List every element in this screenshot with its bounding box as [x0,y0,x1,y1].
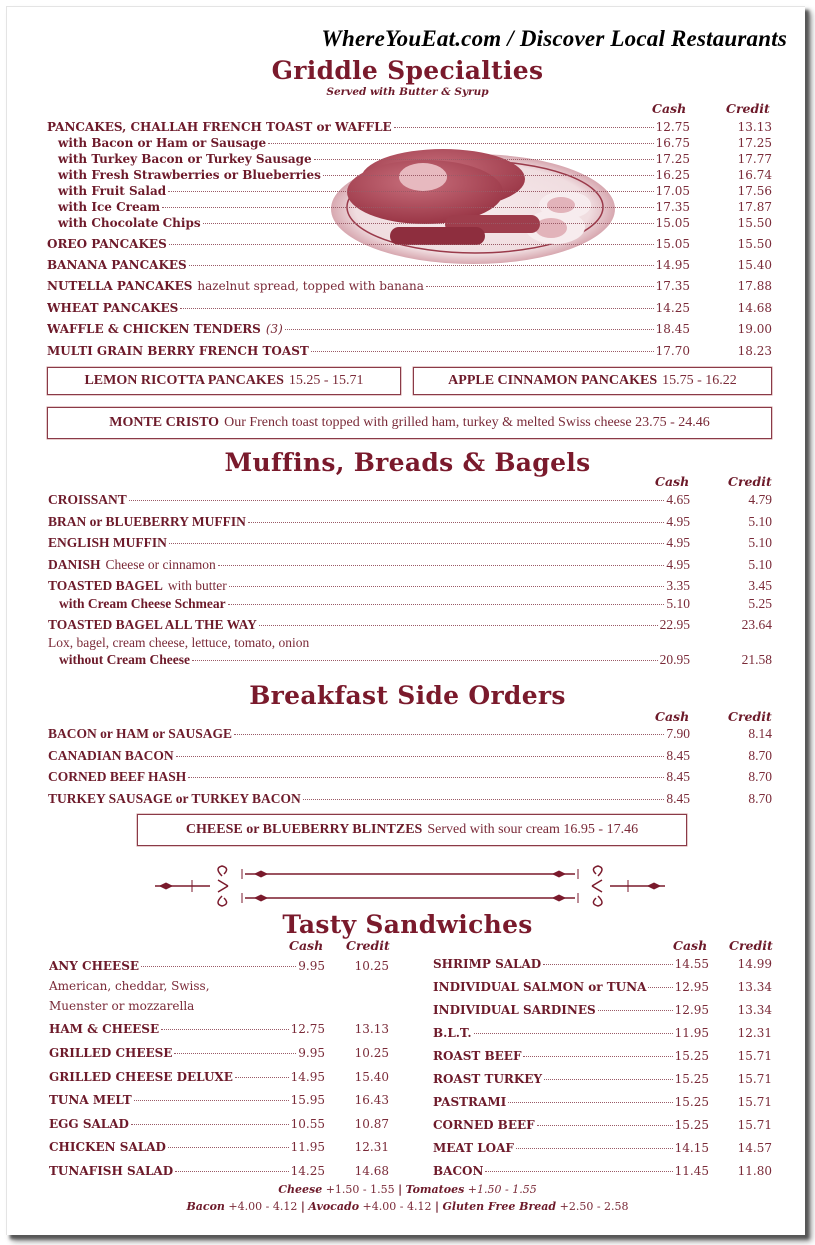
griddle-item-credit: 14.68 [737,301,772,315]
side-item-credit: 8.70 [748,748,772,763]
griddle-item-credit: 19.00 [737,322,772,336]
sides-credit-header: Credit [728,709,772,724]
griddle-item: with Ice Cream 17.35 [58,200,690,214]
muffin-item-credit: 5.10 [748,557,772,572]
addons-line-1: Cheese +1.50 - 1.55 | Tomatoes +1.50 - 1.55 [278,1183,537,1196]
sandwich-item-credit: 15.71 [737,1049,772,1063]
sides-cash-header: Cash [655,709,690,724]
sandwich-item: CHICKEN SALAD 11.95 [49,1140,325,1154]
griddle-title: Griddle Specialties [271,56,544,85]
addons-line-2: Bacon +4.00 - 4.12 | Avocado +4.00 - 4.12 | Gluten Free Bread +2.50 - 2.58 [186,1200,629,1213]
sandwiches-right-credit-header: Credit [729,938,773,953]
griddle-item-credit: 15.40 [737,258,772,272]
sandwich-item-credit: 15.71 [737,1072,772,1086]
griddle-item: OREO PANCAKES 15.05 [47,237,690,251]
sandwich-item: PASTRAMI 15.25 [433,1095,709,1109]
griddle-item-credit: 17.56 [737,184,772,198]
griddle-item-credit: 18.23 [737,344,772,358]
sandwich-item: MEAT LOAF 14.15 [433,1141,709,1155]
griddle-item: with Fresh Strawberries or Blueberries 16.25 [58,168,690,182]
sandwich-item-credit: 12.31 [737,1026,772,1040]
any-cheese-description: Muenster or mozzarella [49,999,195,1013]
sandwich-item-credit: 16.43 [354,1093,389,1107]
muffin-item-credit: 5.10 [748,535,772,550]
muffin-item: TOASTED BAGEL with butter 3.35 [48,578,690,593]
sandwich-item: SHRIMP SALAD 14.55 [433,957,709,971]
griddle-subtitle: Served with Butter & Syrup [326,86,489,98]
apple-cinnamon-box: APPLE CINNAMON PANCAKES 15.75 - 16.22 [413,367,772,395]
blintzes-box: CHEESE or BLUEBERRY BLINTZES Served with sour cream 16.95 - 17.46 [137,814,687,846]
sandwich-item-credit: 15.40 [354,1070,389,1084]
sandwich-item: HAM & CHEESE 12.75 [49,1022,325,1036]
sandwich-item: ROAST TURKEY 15.25 [433,1072,709,1086]
muffins-credit-header: Credit [728,474,772,489]
muffin-item-credit: 23.64 [741,617,772,632]
ornamental-divider [150,860,670,910]
griddle-item-credit: 15.50 [737,237,772,251]
sandwich-item-credit: 13.34 [737,980,772,994]
sandwich-item: INDIVIDUAL SARDINES 12.95 [433,1003,709,1017]
muffin-item: without Cream Cheese 20.95 [59,652,690,667]
sandwich-item-credit: 10.25 [354,959,389,973]
muffin-item-credit: 3.45 [748,578,772,593]
griddle-item: with Fruit Salad 17.05 [58,184,690,198]
muffin-item: ENGLISH MUFFIN 4.95 [48,535,690,550]
sandwiches-title: Tasty Sandwiches [282,910,533,939]
griddle-item: MULTI GRAIN BERRY FRENCH TOAST 17.70 [47,344,690,358]
griddle-item-credit: 16.74 [737,168,772,182]
sandwiches-left-credit-header: Credit [346,938,390,953]
sandwich-item-credit: 15.71 [737,1118,772,1132]
sandwich-item-credit: 10.87 [354,1117,389,1131]
griddle-item-credit: 17.77 [737,152,772,166]
sandwiches-right-cash-header: Cash [673,938,708,953]
side-item-credit: 8.14 [748,726,772,741]
muffin-item: with Cream Cheese Schmear 5.10 [59,596,690,611]
griddle-item: WHEAT PANCAKES 14.25 [47,301,690,315]
sandwich-item-credit: 14.68 [354,1164,389,1178]
muffin-item: CROISSANT 4.65 [48,492,690,507]
griddle-item-credit: 17.25 [737,136,772,150]
sandwich-item: EGG SALAD 10.55 [49,1117,325,1131]
sandwich-item-credit: 15.71 [737,1095,772,1109]
side-item: CANADIAN BACON 8.45 [48,748,690,763]
monte-cristo-box: MONTE CRISTO Our French toast topped with grilled ham, turkey & melted Swiss cheese 23.75 - 24.46 [47,407,772,439]
griddle-item: with Chocolate Chips 15.05 [58,216,690,230]
sides-title: Breakfast Side Orders [249,681,566,710]
griddle-credit-header: Credit [726,101,770,116]
side-item-credit: 8.70 [748,791,772,806]
sandwich-item-credit: 14.57 [737,1141,772,1155]
griddle-item-credit: 13.13 [737,120,772,134]
muffin-item: DANISH Cheese or cinnamon 4.95 [48,557,690,572]
sandwich-item: GRILLED CHEESE 9.95 [49,1046,325,1060]
side-item: BACON or HAM or SAUSAGE 7.90 [48,726,690,741]
sandwich-item-credit: 10.25 [354,1046,389,1060]
side-item-credit: 8.70 [748,769,772,784]
sandwich-item-credit: 13.13 [354,1022,389,1036]
side-item: CORNED BEEF HASH 8.45 [48,769,690,784]
sandwich-item-credit: 13.34 [737,1003,772,1017]
muffin-item-credit: 5.25 [748,596,772,611]
sandwich-item: ANY CHEESE 9.95 [49,959,325,973]
griddle-item-credit: 17.88 [737,279,772,293]
muffin-item-credit: 4.79 [748,492,772,507]
any-cheese-description: American, cheddar, Swiss, [49,979,210,993]
griddle-cash-header: Cash [652,101,687,116]
sandwich-item-credit: 11.80 [737,1164,772,1178]
griddle-item: with Turkey Bacon or Turkey Sausage 17.25 [58,152,690,166]
griddle-item: PANCAKES, CHALLAH FRENCH TOAST or WAFFLE 12.75 [47,120,690,134]
sandwich-item: BACON 11.45 [433,1164,709,1178]
muffin-item-credit: 21.58 [741,652,772,667]
sandwich-item: TUNA MELT 15.95 [49,1093,325,1107]
sandwich-item: CORNED BEEF 15.25 [433,1118,709,1132]
site-banner[interactable]: WhereYouEat.com / Discover Local Restaurants [321,26,787,51]
muffin-item-credit: 5.10 [748,514,772,529]
griddle-item: with Bacon or Ham or Sausage 16.75 [58,136,690,150]
sandwich-item: B.L.T. 11.95 [433,1026,709,1040]
all-the-way-description: Lox, bagel, cream cheese, lettuce, tomato, onion [48,635,310,650]
sandwiches-left-cash-header: Cash [289,938,324,953]
griddle-item: BANANA PANCAKES 14.95 [47,258,690,272]
sandwich-item: ROAST BEEF 15.25 [433,1049,709,1063]
sandwich-item: TUNAFISH SALAD 14.25 [49,1164,325,1178]
griddle-item-credit: 15.50 [737,216,772,230]
griddle-item: NUTELLA PANCAKES hazelnut spread, topped with banana 17.35 [47,279,690,293]
muffins-title: Muffins, Breads & Bagels [224,448,591,477]
muffin-item: BRAN or BLUEBERRY MUFFIN 4.95 [48,514,690,529]
muffin-item: TOASTED BAGEL ALL THE WAY 22.95 [48,617,690,632]
sandwich-item-credit: 14.99 [737,957,772,971]
lemon-ricotta-box: LEMON RICOTTA PANCAKES 15.25 - 15.71 [47,367,401,395]
side-item: TURKEY SAUSAGE or TURKEY BACON 8.45 [48,791,690,806]
sandwich-item: GRILLED CHEESE DELUXE 14.95 [49,1070,325,1084]
muffins-cash-header: Cash [655,474,690,489]
sandwich-item: INDIVIDUAL SALMON or TUNA 12.95 [433,980,709,994]
griddle-item: WAFFLE & CHICKEN TENDERS (3) 18.45 [47,322,690,336]
griddle-item-credit: 17.87 [737,200,772,214]
sandwich-item-credit: 12.31 [354,1140,389,1154]
